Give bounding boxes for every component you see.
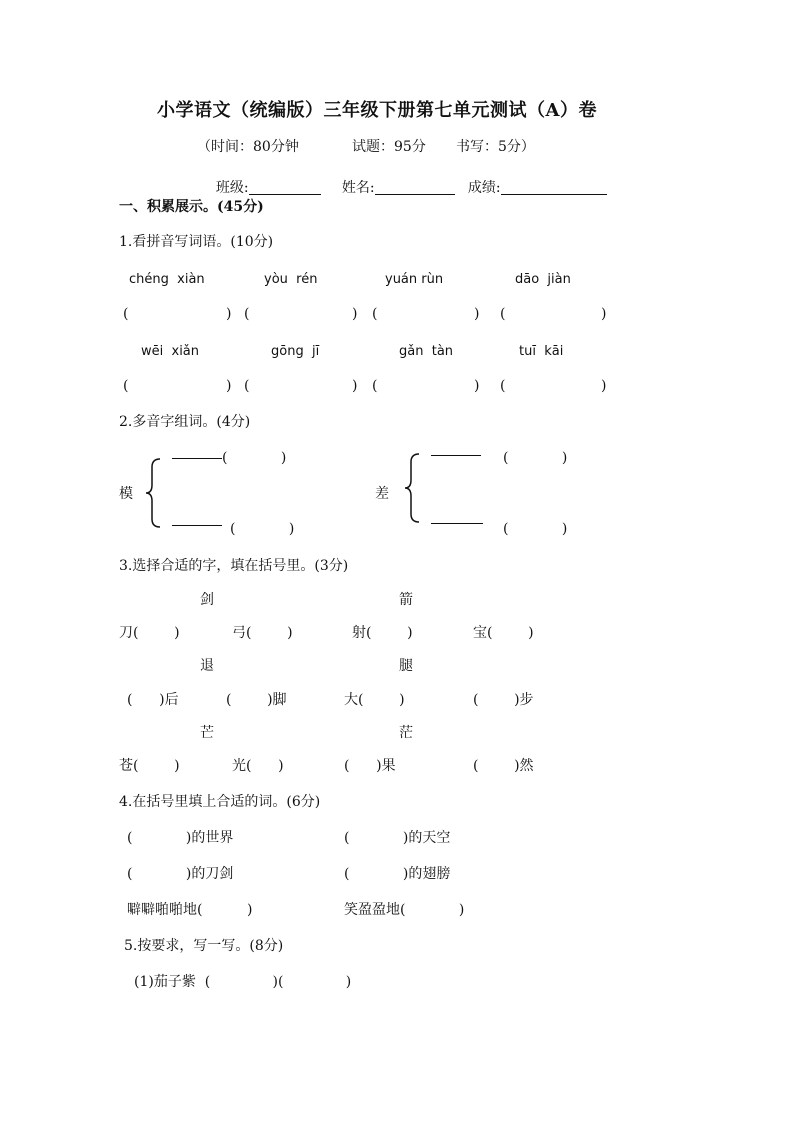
question-3-prompt: 3.选择合适的字，填在括号里。(3分) [119, 558, 349, 574]
answer-line[interactable] [431, 455, 481, 456]
answer-paren-close[interactable]: ) [474, 306, 480, 322]
answer-paren-open[interactable]: ( [123, 306, 129, 322]
answer-blank[interactable]: ( ) [503, 521, 568, 537]
pinyin: yuán rùn [385, 272, 444, 287]
writing-score: 书写：5分） [456, 139, 535, 155]
choice-char: 剑 [200, 592, 214, 608]
fill-item[interactable]: ( )然 [473, 758, 534, 774]
class-field[interactable] [207, 166, 321, 195]
choice-char: 退 [200, 658, 214, 674]
fill-item[interactable]: 光( ) [232, 758, 284, 774]
pinyin: yòu rén [264, 272, 318, 287]
fill-item[interactable]: (1)茄子紫 ( )( ) [134, 974, 352, 990]
answer-paren-open[interactable]: ( [244, 378, 250, 394]
pinyin: dāo jiàn [515, 272, 571, 287]
grade-blank[interactable] [501, 180, 607, 195]
choice-char: 腿 [399, 658, 413, 674]
answer-blank[interactable]: ( ) [503, 450, 568, 466]
fill-item[interactable]: ( )的翅膀 [344, 866, 451, 882]
answer-line[interactable] [431, 523, 483, 524]
question-2-prompt: 2.多音字组词。(4分) [119, 414, 251, 430]
answer-paren-close[interactable]: ) [601, 378, 607, 394]
fill-item[interactable]: ( )脚 [226, 692, 287, 708]
fill-item[interactable]: 刀( ) [119, 625, 180, 641]
grade-label: 成绩: [467, 180, 501, 196]
answer-paren-close[interactable]: ) [226, 378, 232, 394]
name-label: 姓名: [341, 180, 375, 196]
fill-item[interactable]: ( )步 [473, 692, 534, 708]
fill-item[interactable]: 苍( ) [119, 758, 180, 774]
choice-char: 芒 [200, 725, 214, 741]
polyphone-char: 差 [375, 486, 389, 502]
pinyin: chéng xiàn [129, 272, 205, 287]
pinyin: tuī kāi [519, 344, 564, 359]
grade-field[interactable] [459, 166, 607, 195]
choice-char: 茫 [399, 725, 413, 741]
class-label: 班级: [215, 180, 249, 196]
answer-paren-close[interactable]: ) [352, 306, 358, 322]
answer-paren-open[interactable]: ( [500, 306, 506, 322]
fill-item[interactable]: ( )后 [127, 692, 179, 708]
answer-paren-open[interactable]: ( [372, 378, 378, 394]
question-1-prompt: 1.看拼音写词语。(10分) [119, 234, 274, 250]
left-brace-icon [144, 457, 166, 529]
fill-item[interactable]: 大( ) [344, 692, 405, 708]
left-brace-icon [403, 452, 425, 524]
answer-paren-close[interactable]: ) [226, 306, 232, 322]
answer-paren-close[interactable]: ) [474, 378, 480, 394]
answer-paren-open[interactable]: ( [123, 378, 129, 394]
answer-line[interactable] [172, 458, 222, 459]
fill-item[interactable]: ( )的天空 [344, 830, 451, 846]
name-blank[interactable] [375, 180, 455, 195]
answer-blank[interactable]: ( ) [222, 450, 287, 466]
answer-paren-close[interactable]: ) [601, 306, 607, 322]
exam-time: （时间：80分钟 [197, 139, 299, 155]
fill-item[interactable]: ( )的刀剑 [127, 866, 234, 882]
answer-paren-open[interactable]: ( [500, 378, 506, 394]
pinyin: gōng jī [271, 344, 320, 359]
page-title: 小学语文（统编版）三年级下册第七单元测试（A）卷 [157, 100, 597, 121]
fill-item[interactable]: ( )的世界 [127, 830, 234, 846]
class-blank[interactable] [249, 180, 321, 195]
answer-paren-close[interactable]: ) [352, 378, 358, 394]
name-field[interactable] [333, 166, 455, 195]
fill-item[interactable]: 弓( ) [232, 625, 293, 641]
fill-item[interactable]: 宝( ) [473, 625, 534, 641]
section-heading: 一、积累展示。(45分) [119, 199, 264, 215]
answer-blank[interactable]: ( ) [230, 521, 295, 537]
answer-paren-open[interactable]: ( [244, 306, 250, 322]
fill-item[interactable]: 射( ) [352, 625, 413, 641]
answer-paren-open[interactable]: ( [372, 306, 378, 322]
question-5-prompt: 5.按要求，写一写。(8分) [124, 938, 284, 954]
choice-char: 箭 [399, 592, 413, 608]
answer-line[interactable] [172, 525, 222, 526]
pinyin: wēi xiǎn [141, 344, 200, 359]
fill-item[interactable]: 笑盈盈地( ) [344, 902, 465, 918]
pinyin: gǎn tàn [399, 344, 454, 359]
fill-item[interactable]: ( )果 [344, 758, 396, 774]
fill-item[interactable]: 噼噼啪啪地( ) [127, 902, 253, 918]
exam-score: 试题：95分 [352, 139, 426, 155]
question-4-prompt: 4.在括号里填上合适的词。(6分) [119, 794, 321, 810]
polyphone-char: 模 [119, 486, 133, 502]
